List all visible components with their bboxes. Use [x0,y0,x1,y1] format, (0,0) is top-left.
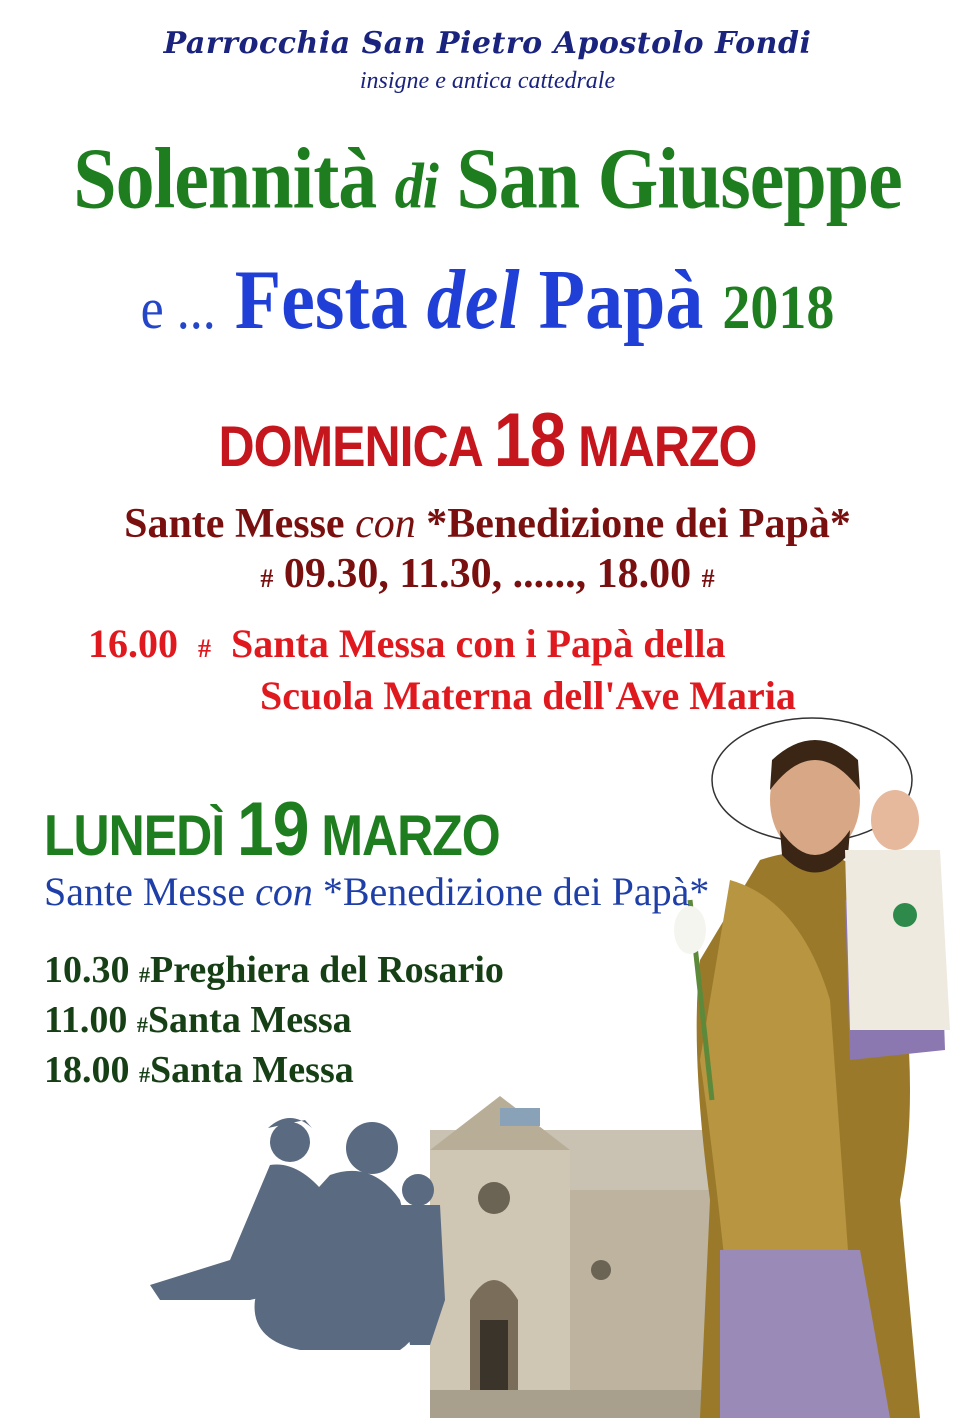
sunday-heading [0,396,975,483]
event-label: Preghiera del Rosario [150,949,504,991]
main-title [0,128,975,229]
sunday-masses-con: con [355,501,416,547]
event-label: Santa Messa [147,999,352,1041]
parish-subtitle: insigne e antica cattedrale [359,68,616,94]
hash-right: # [701,564,715,593]
title-del: del [426,253,520,348]
monday-num: 19 [237,786,309,872]
monday-month: MARZO [321,803,500,868]
title-e: e ... [140,277,216,342]
event-time: 11.00 [44,999,128,1041]
title-solennita: Solennità [73,129,377,227]
monday-masses-con: con [255,869,313,914]
monday-masses-b: *Benedizione dei Papà* [322,869,710,914]
special-text-1: Santa Messa con i Papà della [231,621,726,666]
family-silhouette [150,1118,445,1350]
title-san-giuseppe: San Giuseppe [456,129,902,227]
title-year: 2018 [722,273,835,343]
parish-name: Parrocchia San Pietro Apostolo Fondi [163,26,812,61]
sunday-day: DOMENICA [218,414,481,479]
event-row [44,998,352,1042]
special-mass-line2: Scuola Materna dell'Ave Maria [260,673,796,718]
event-time: 10.30 [44,949,130,991]
sunday-month: MARZO [578,414,757,479]
rose-window [478,1182,510,1214]
event-hash: # [136,1012,148,1037]
sunday-masses-b: *Benedizione dei Papà* [426,501,851,547]
event-row [44,1048,354,1092]
event-hash: # [139,1062,150,1087]
monday-masses-a: Sante Messe [44,869,246,914]
saint-joseph-statue [674,740,950,1418]
special-time: 16.00 [88,621,178,666]
sunday-num: 18 [493,397,566,483]
sunday-times-text: 09.30, 11.30, ......, 18.00 [283,551,692,597]
sunday-masses [0,500,975,548]
sunday-masses-a: Sante Messe [124,501,345,547]
sunday-times [0,550,975,598]
festa-title [0,252,975,349]
event-time: 18.00 [44,1049,130,1091]
special-mass-line1 [88,620,725,667]
church-image [430,1096,730,1418]
monday-heading [44,785,500,872]
monday-masses [44,868,709,915]
title-festa: Festa [234,253,408,348]
title-papa: Papà [538,253,704,348]
event-hash: # [139,962,150,987]
hash-left: # [260,564,274,593]
event-row [44,948,504,992]
monday-day: LUNEDÌ [44,803,225,868]
title-di: di [394,149,438,223]
event-label: Santa Messa [150,1049,354,1091]
special-hash: # [198,634,211,663]
